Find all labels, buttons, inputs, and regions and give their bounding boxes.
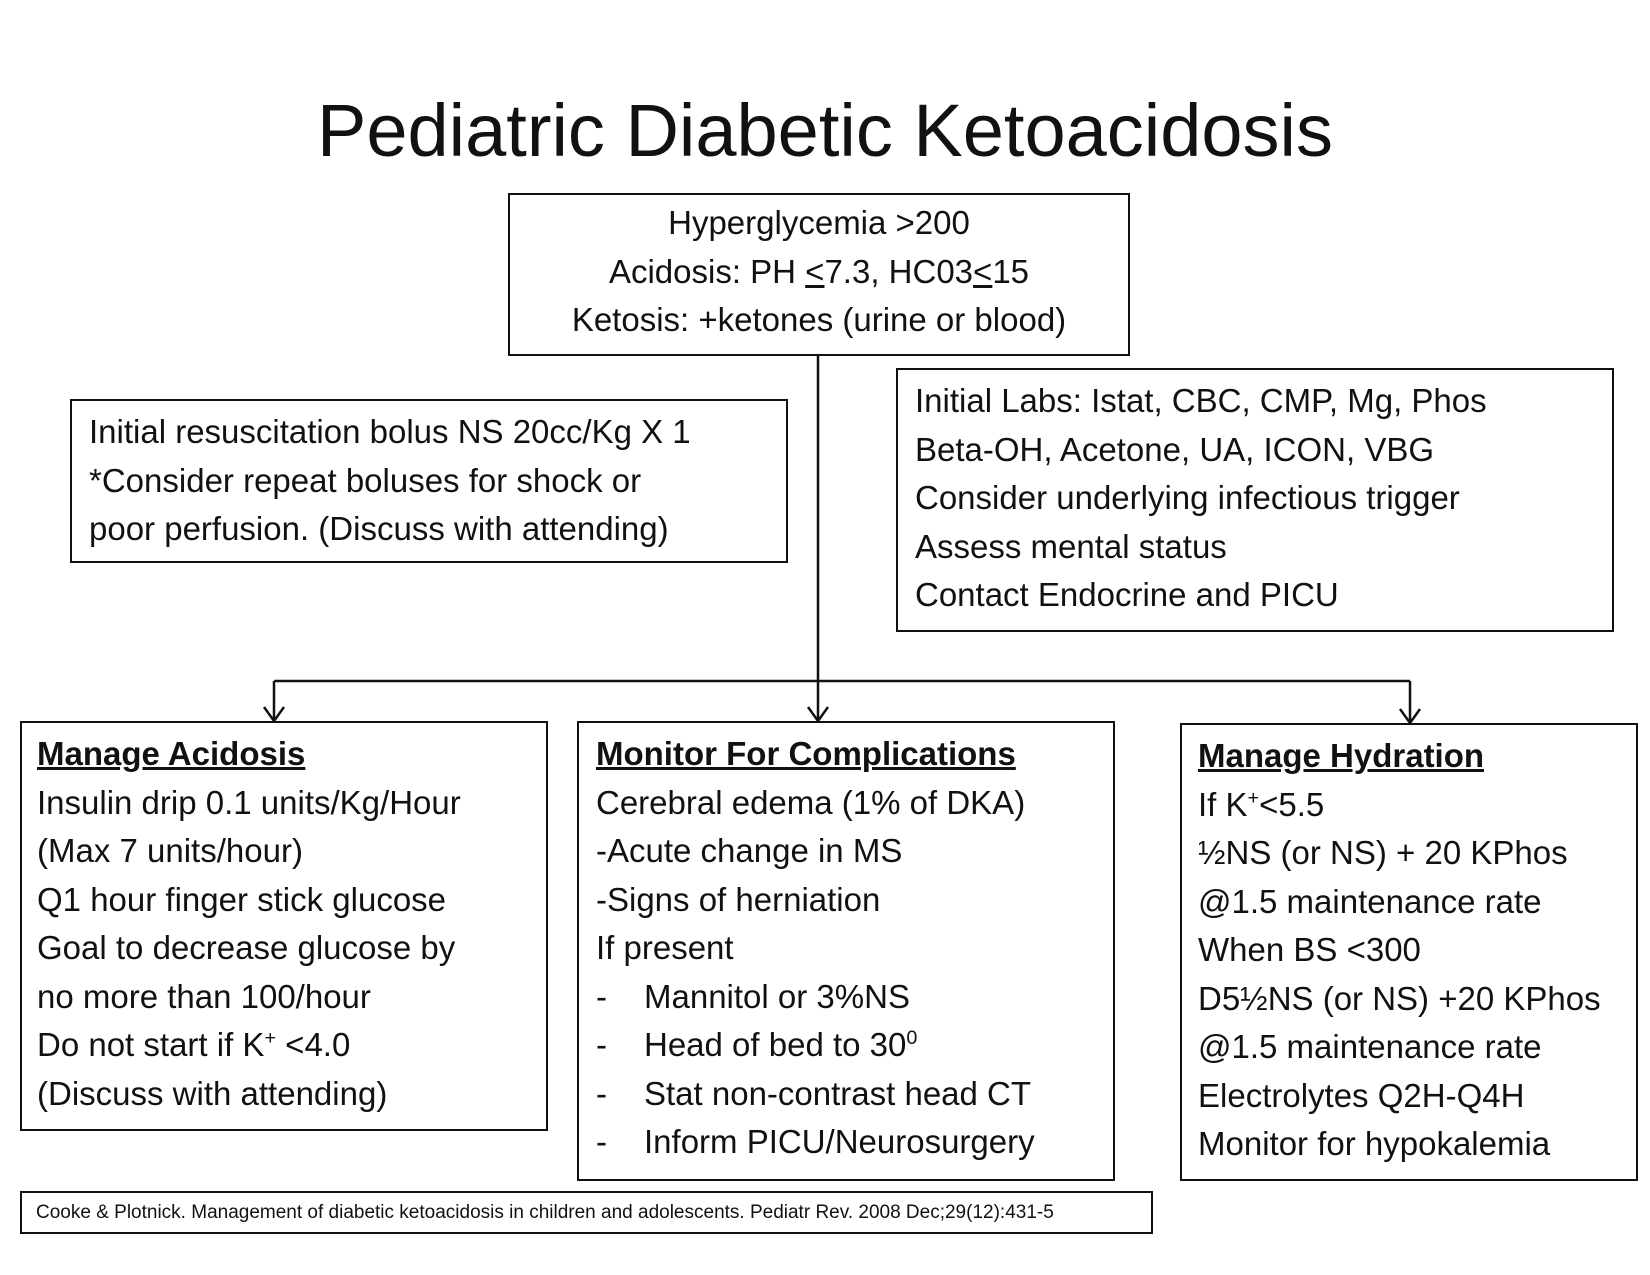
complications-bullet: - Mannitol or 3%NS: [596, 977, 910, 1015]
acidosis-heading: Manage Acidosis: [37, 735, 306, 772]
complications-line: If present: [596, 929, 734, 966]
hydration-line: ½NS (or NS) + 20 KPhos: [1198, 834, 1568, 871]
acidosis-line: Q1 hour finger stick glucose: [37, 880, 447, 918]
criteria-ketosis: Ketosis: +ketones (urine or blood): [571, 301, 1067, 338]
resuscitation-line: Initial resuscitation bolus NS 20cc/Kg X 1: [89, 413, 691, 450]
citation-text: Cooke & Plotnick. Management of diabetic ketoacidosis in children and adolescents. Pediatr Rev. 2008 Dec;29(12):431-5: [36, 1202, 1054, 1223]
labs-line: Consider underlying infectious trigger: [915, 479, 1460, 516]
criteria-box: [508, 193, 1130, 356]
labs-line: Initial Labs: Istat, CBC, CMP, Mg, Phos: [915, 382, 1487, 419]
labs-line: Contact Endocrine and PICU: [915, 576, 1339, 613]
complications-line: -Signs of herniation: [596, 880, 881, 918]
complications-heading: Monitor For Complications: [596, 735, 1016, 772]
acidosis-line: Goal to decrease glucose by: [37, 929, 456, 966]
complications-bullet: - Inform PICU/Neurosurgery: [596, 1123, 1035, 1160]
page-title: Pediatric Diabetic Ketoacidosis: [317, 89, 1333, 172]
hydration-line: @1.5 maintenance rate: [1198, 882, 1542, 920]
resuscitation-box: [70, 399, 788, 563]
labs-box: [896, 368, 1614, 632]
hydration-line: Monitor for hypokalemia: [1198, 1125, 1551, 1162]
hydration-line: D5½NS (or NS) +20 KPhos: [1198, 979, 1601, 1017]
hydration-line: When BS <300: [1198, 931, 1421, 968]
labs-line: Beta-OH, Acetone, UA, ICON, VBG: [915, 430, 1435, 468]
hydration-potassium-line: If K+<5.5: [1198, 785, 1325, 823]
acidosis-line: (Max 7 units/hour): [37, 832, 303, 869]
hydration-line: @1.5 maintenance rate: [1198, 1028, 1542, 1065]
complications-bullet: - Head of bed to $30^0$: [596, 1026, 918, 1063]
labs-line: Assess mental status: [915, 527, 1227, 565]
acidosis-line: Insulin drip 0.1 units/Kg/Hour: [37, 783, 461, 821]
hydration-line: Electrolytes Q2H-Q4H: [1198, 1076, 1525, 1114]
complications-bullet: - Stat non-contrast head CT: [596, 1074, 1032, 1112]
acidosis-potassium-line: Do not start if K+ <4.0: [37, 1026, 351, 1063]
complications-line: -Acute change in MS: [596, 832, 903, 869]
criteria-hyperglycemia: Hyperglycemia >200: [668, 204, 970, 241]
citation-box: [20, 1191, 1153, 1234]
resuscitation-line: poor perfusion. (Discuss with attending): [89, 510, 669, 547]
criteria-acidosis: Acidosis: PH <7.3, HC03<15: [608, 252, 1030, 290]
hydration-heading: Manage Hydration: [1198, 737, 1485, 774]
complications-box: [577, 721, 1115, 1181]
manage-acidosis-box: [20, 721, 548, 1131]
resuscitation-line: *Consider repeat boluses for shock or: [89, 461, 642, 499]
acidosis-line: no more than 100/hour: [37, 977, 371, 1015]
acidosis-line: (Discuss with attending): [37, 1074, 388, 1112]
manage-hydration-box: [1180, 723, 1638, 1181]
complications-line: Cerebral edema (1% of DKA): [596, 783, 1026, 821]
